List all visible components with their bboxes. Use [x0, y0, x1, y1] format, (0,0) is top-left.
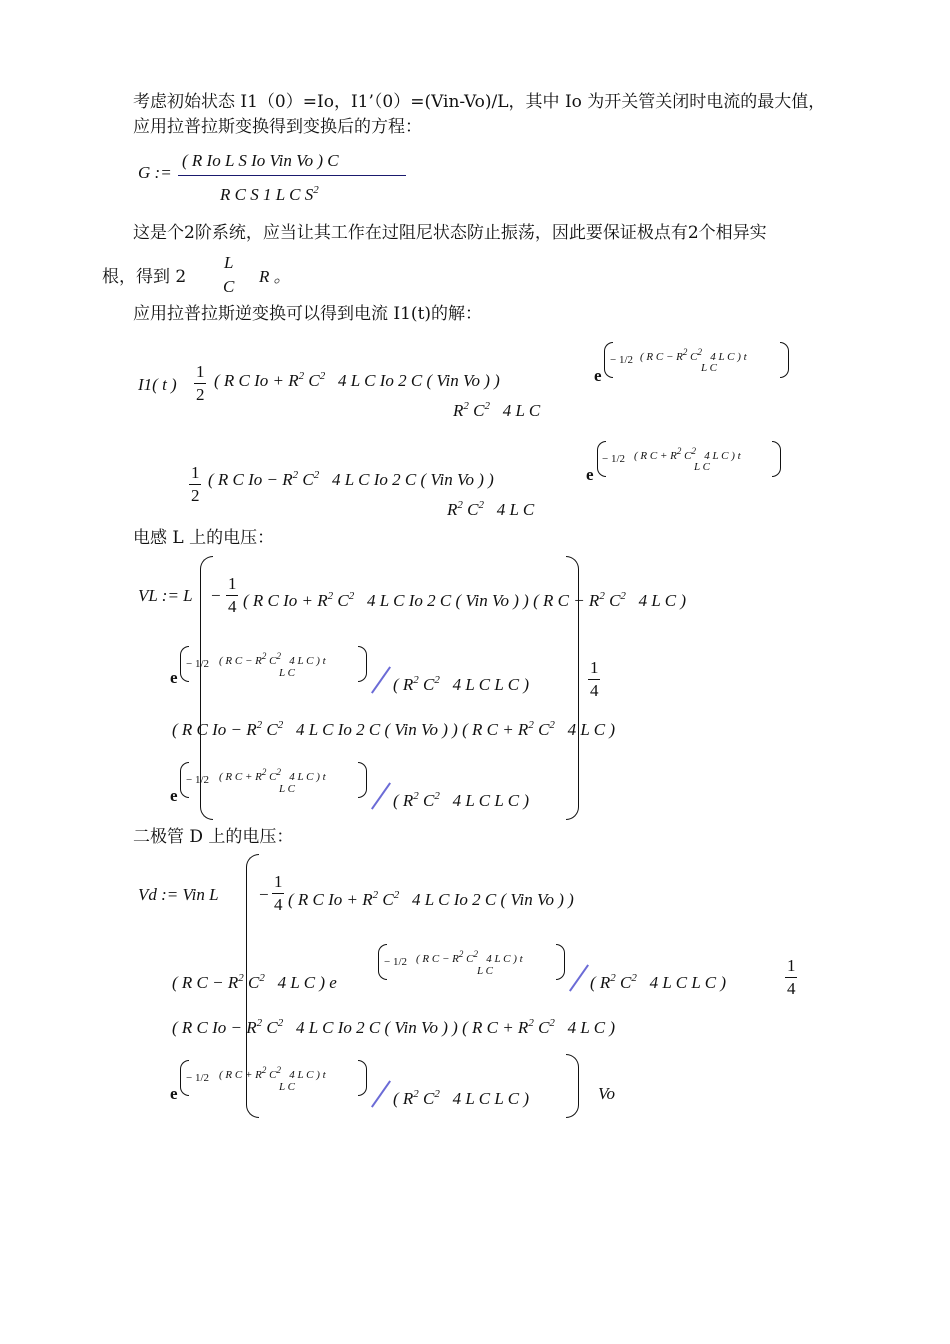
G-numerator: ( R Io L S Io Vin Vo ) C [182, 151, 339, 170]
VL-exp2-num: ( R $C + R^2$ $C^2$ 4 L C ) t [219, 767, 326, 783]
VL-minus: − [211, 586, 221, 605]
intro-line-1: 考虑初始状态 I1（0）=Io，I1’（0）=(Vin-Vo)/L，其中 Io 为开关管关闭时电流的最大值， [133, 92, 826, 112]
Vd-div-1: ( $R^2$ $C^2$ 4 L C L C ) [590, 972, 727, 992]
Vd-line-1: ( R C $Io + R^2$ $C^2$ 4 L C Io 2 C ( Vin Vo ) ) [288, 889, 574, 909]
VL-e-1: e [170, 668, 178, 687]
VL-exp2-den: L C [279, 783, 296, 795]
half-bar [194, 383, 206, 384]
para-3: 应用拉普拉斯逆变换可以得到电流 I1(t)的解： [133, 304, 483, 324]
VL-quarter-num: 1 [228, 574, 237, 593]
exp-den-2: L C [694, 461, 711, 473]
intro-line-2: 应用拉普拉斯变换得到变换后的方程： [133, 117, 422, 137]
exp-paren-right-2 [772, 441, 781, 477]
exp-den: L C [701, 362, 718, 374]
Vd-div-2: ( $R^2$ $C^2$ 4 L C L C ) [393, 1088, 530, 1108]
VL-q2-bar [588, 679, 600, 680]
Vd-q2-bar [785, 977, 797, 978]
VL-exp1-den: L C [279, 667, 296, 679]
VL-exp1-coef: − 1/2 [186, 658, 210, 670]
exp-num-2: ( R $C + R^2$ $C^2$ 4 L C ) t [634, 446, 741, 462]
half-den: 2 [196, 385, 205, 404]
Vd-minus: − [259, 885, 269, 904]
I1-lhs: I1( t ) [138, 375, 177, 394]
Vd-exp2-coef: − 1/2 [186, 1072, 210, 1084]
Vd-line-2: ( R $C - R^2$ $C^2$ 4 L C ) e [172, 972, 337, 992]
VL-exp1-num: ( R $C - R^2$ $C^2$ 4 L C ) t [219, 651, 326, 667]
I1-root-2: $R^2$ $C^2$ 4 L C [447, 499, 535, 519]
I1-root: $R^2$ $C^2$ 4 L C [453, 400, 541, 420]
G-fraction-bar [178, 175, 406, 176]
half-bar-2 [189, 484, 201, 485]
Vd-tail: Vo [598, 1084, 615, 1103]
half-den-2: 2 [191, 486, 200, 505]
LC-frac-den: C [223, 277, 235, 296]
VL-line-1: ( R C $Io + R^2$ $C^2$ 4 L C Io 2 C ( Vin Vo ) ) ( R $C - R^2$ $C^2$ 4 L C ) [243, 590, 687, 610]
Vd-div-slash-2 [371, 1080, 391, 1107]
VL-div-2: ( $R^2$ $C^2$ 4 L C L C ) [393, 790, 530, 810]
para-2-line-2: 根，得到 2 [102, 267, 187, 287]
VL-div-slash-2 [371, 782, 391, 809]
half-num-2: 1 [191, 463, 200, 482]
Vd-exp2-den: L C [279, 1081, 296, 1093]
VL-paren-right [566, 556, 579, 820]
Vd-q2-den: 4 [787, 979, 796, 998]
Vd-exp2-right [358, 1060, 367, 1096]
Vd-line-3: ( R C $Io - R^2$ $C^2$ 4 L C Io 2 C ( Vin Vo ) ) ( R $C + R^2$ $C^2$ 4 L C ) [172, 1017, 616, 1037]
VL-line-3: ( R C $Io - R^2$ $C^2$ 4 L C Io 2 C ( Vin Vo ) ) ( R $C + R^2$ $C^2$ 4 L C ) [172, 719, 616, 739]
Vd-e-2: e [170, 1084, 178, 1103]
I1-term2: ( R C $Io - R^2$ $C^2$ 4 L C Io 2 C ( Vin Vo ) ) [208, 469, 494, 489]
VL-e-2: e [170, 786, 178, 805]
VL-quarter-den: 4 [228, 597, 237, 616]
Vd-quarter-den: 4 [274, 895, 283, 914]
Vd-paren-right [566, 1054, 579, 1118]
para-2-suffix: R 。 [259, 267, 291, 286]
VL-q2-num: 1 [590, 658, 599, 677]
section-inductor-voltage: 电感 L 上的电压： [133, 528, 275, 548]
VL-lhs: VL := L [138, 586, 193, 605]
Vd-quarter-num: 1 [274, 872, 283, 891]
section-diode-voltage: 二极管 D 上的电压： [133, 827, 294, 847]
Vd-div-slash-1 [569, 964, 589, 991]
VL-div-1: ( $R^2$ $C^2$ 4 L C L C ) [393, 674, 530, 694]
Vd-quarter-bar [272, 893, 284, 894]
exp-e: e [594, 366, 602, 385]
VL-exp1-right [358, 646, 367, 682]
exp-e-2: e [586, 465, 594, 484]
VL-exp2-coef: − 1/2 [186, 774, 210, 786]
Vd-exp1-num: ( R $C - R^2$ $C^2$ 4 L C ) t [416, 949, 523, 965]
exp-coef-2: − 1/2 [602, 453, 626, 465]
VL-quarter-bar [226, 595, 238, 596]
Vd-q2-num: 1 [787, 956, 796, 975]
exp-coef: − 1/2 [610, 354, 634, 366]
Vd-exp1-right [556, 944, 565, 980]
LC-frac-num: L [224, 253, 234, 272]
Vd-exp1-coef: − 1/2 [384, 956, 408, 968]
exp-num: ( R $C - R^2$ $C^2$ 4 L C ) t [640, 347, 747, 363]
Vd-lhs: Vd := Vin L [138, 885, 219, 904]
G-denominator: R C S 1 L C $S^2$ [220, 184, 319, 204]
Vd-exp2-num: ( R $C + R^2$ $C^2$ 4 L C ) t [219, 1065, 326, 1081]
para-2-line-1: 这是个2阶系统，应当让其工作在过阻尼状态防止振荡，因此要保证极点有2个相异实 [133, 223, 767, 243]
half-num: 1 [196, 362, 205, 381]
VL-q2-den: 4 [590, 681, 599, 700]
I1-term1: ( R C $Io + R^2$ $C^2$ 4 L C Io 2 C ( Vin Vo ) ) [214, 370, 500, 390]
VL-exp2-right [358, 762, 367, 798]
VL-div-slash-1 [371, 666, 391, 693]
Vd-exp1-den: L C [477, 965, 494, 977]
G-lhs: G := [138, 163, 172, 182]
exp-paren-right [780, 342, 789, 378]
